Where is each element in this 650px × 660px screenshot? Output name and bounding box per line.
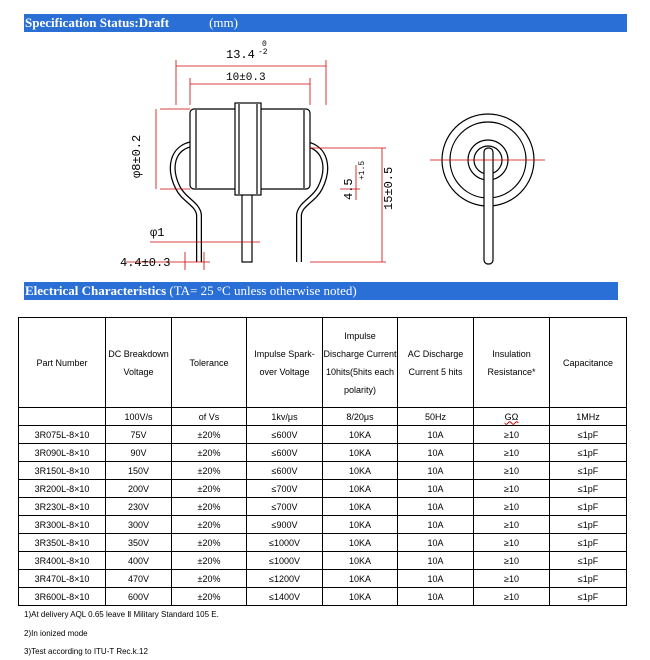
table-cell: ±20% <box>172 480 247 498</box>
header-capacitance: Capacitance <box>550 318 627 408</box>
table-cell: 10A <box>398 462 474 480</box>
header-insulation: Insulation Resistance* <box>474 318 550 408</box>
header-part-number: Part Number <box>19 318 106 408</box>
table-cell: 3R200L-8×10 <box>19 480 106 498</box>
dim-overall-length: 13.4 <box>226 48 255 62</box>
unit-cell: 50Hz <box>398 408 474 426</box>
table-cell: ≥10 <box>474 462 550 480</box>
table-cell: 10A <box>398 516 474 534</box>
table-row <box>19 552 627 570</box>
table-cell: ≤1pF <box>550 498 627 516</box>
table-cell: 10KA <box>323 534 398 552</box>
table-cell: 10A <box>398 534 474 552</box>
table-cell: ≥10 <box>474 552 550 570</box>
table-cell: ≤1200V <box>247 570 323 588</box>
dim-lead-spacing: 4.4±0.3 <box>120 256 171 270</box>
header-impulse-sparkover: Impulse Spark-over Voltage <box>247 318 323 408</box>
table-cell: 400V <box>106 552 172 570</box>
table-cell: 3R600L-8×10 <box>19 588 106 606</box>
table-cell: 3R075L-8×10 <box>19 426 106 444</box>
unit-cell: GΩ <box>474 408 550 426</box>
table-cell: ±20% <box>172 444 247 462</box>
table-cell: ≥10 <box>474 570 550 588</box>
dim-gap-tol: +1.5 <box>358 160 367 180</box>
electrical-title: Electrical Characteristics <box>25 283 167 298</box>
dim-diameter: φ8±0.2 <box>130 134 144 178</box>
table-cell: 10A <box>398 426 474 444</box>
table-row <box>19 480 627 498</box>
table-cell: ≤1pF <box>550 570 627 588</box>
table-cell: 3R300L-8×10 <box>19 516 106 534</box>
table-cell: ≤600V <box>247 426 323 444</box>
table-cell: 300V <box>106 516 172 534</box>
electrical-characteristics-banner <box>24 282 618 300</box>
table-cell: 75V <box>106 426 172 444</box>
dim-gap: 4.5 <box>342 178 356 200</box>
table-cell: ≤1400V <box>247 588 323 606</box>
table-cell: 3R150L-8×10 <box>19 462 106 480</box>
table-cell: 200V <box>106 480 172 498</box>
table-cell: 470V <box>106 570 172 588</box>
table-cell: ±20% <box>172 552 247 570</box>
table-cell: 3R400L-8×10 <box>19 552 106 570</box>
table-cell: 10A <box>398 480 474 498</box>
header-tolerance: Tolerance <box>172 318 247 408</box>
table-cell: 3R090L-8×10 <box>19 444 106 462</box>
table-cell: ±20% <box>172 588 247 606</box>
table-cell: 10KA <box>323 516 398 534</box>
unit-cell: 100V/s <box>106 408 172 426</box>
header-impulse-discharge: Impulse Discharge Current 10hits(5hits each polarity) <box>323 318 398 408</box>
table-cell: ≤600V <box>247 444 323 462</box>
table-row <box>19 426 627 444</box>
table-cell: ±20% <box>172 462 247 480</box>
table-cell: 10A <box>398 552 474 570</box>
table-row <box>19 516 627 534</box>
spec-status-title: Specification Status:Draft <box>25 15 170 30</box>
table-cell: ≤1pF <box>550 516 627 534</box>
spec-status-banner <box>24 14 627 32</box>
table-cell: ±20% <box>172 570 247 588</box>
table-cell: 90V <box>106 444 172 462</box>
table-cell: ≥10 <box>474 444 550 462</box>
unit-cell: 1kv/μs <box>247 408 323 426</box>
table-cell: 10KA <box>323 552 398 570</box>
dim-lead-diameter: φ1 <box>150 226 165 240</box>
table-cell: 3R350L-8×10 <box>19 534 106 552</box>
unit-cell: of Vs <box>172 408 247 426</box>
table-cell: 600V <box>106 588 172 606</box>
table-cell: 10KA <box>323 588 398 606</box>
table-cell: 10A <box>398 498 474 516</box>
table-cell: ≤1pF <box>550 444 627 462</box>
table-header-row <box>19 318 627 408</box>
table-cell: ±20% <box>172 498 247 516</box>
table-cell: ≤1pF <box>550 480 627 498</box>
table-cell: 230V <box>106 498 172 516</box>
table-cell: ≤1000V <box>247 552 323 570</box>
table-cell: ≥10 <box>474 516 550 534</box>
dim-body-length: 10±0.3 <box>226 72 266 84</box>
table-cell: ±20% <box>172 426 247 444</box>
table-cell: 10KA <box>323 462 398 480</box>
unit-cell: 1MHz <box>550 408 627 426</box>
table-cell: ≤900V <box>247 516 323 534</box>
table-row <box>19 462 627 480</box>
table-cell: 10A <box>398 444 474 462</box>
unit-cell <box>19 408 106 426</box>
table-cell: ≤1pF <box>550 426 627 444</box>
table-cell: 10KA <box>323 444 398 462</box>
note-3: 3)Test according to ITU-T Rec.k.12 <box>24 647 148 656</box>
table-cell: 10A <box>398 588 474 606</box>
electrical-characteristics-table <box>18 317 627 606</box>
table-cell: ≥10 <box>474 498 550 516</box>
table-cell: 10KA <box>323 498 398 516</box>
table-cell: ≤700V <box>247 480 323 498</box>
table-cell: ≤1pF <box>550 552 627 570</box>
dim-overall-tol: -2 <box>258 48 268 57</box>
unit-cell: 8/20μs <box>323 408 398 426</box>
table-cell: ≥10 <box>474 534 550 552</box>
unit-label: (mm) <box>209 15 238 30</box>
table-cell: 10KA <box>323 570 398 588</box>
table-cell: ≥10 <box>474 588 550 606</box>
table-cell: ≥10 <box>474 480 550 498</box>
table-row <box>19 444 627 462</box>
dim-overall-tol-plus: 0 <box>262 40 267 49</box>
table-cell: 150V <box>106 462 172 480</box>
table-cell: ≤1pF <box>550 462 627 480</box>
table-cell: 3R470L-8×10 <box>19 570 106 588</box>
table-row <box>19 570 627 588</box>
table-cell: 10KA <box>323 480 398 498</box>
table-cell: ≤1pF <box>550 534 627 552</box>
table-cell: 3R230L-8×10 <box>19 498 106 516</box>
table-cell: ≥10 <box>474 426 550 444</box>
table-unit-row <box>19 408 627 426</box>
dim-lead-length: 15±0.5 <box>382 166 396 210</box>
electrical-condition: (TA= 25 °C unless otherwise noted) <box>166 283 357 298</box>
table-row <box>19 534 627 552</box>
header-ac-discharge: AC Discharge Current 5 hits <box>398 318 474 408</box>
table-cell: ≤1pF <box>550 588 627 606</box>
note-2: 2)In ionized mode <box>24 629 88 638</box>
header-dc-breakdown: DC Breakdown Voltage <box>106 318 172 408</box>
table-row <box>19 498 627 516</box>
table-cell: ≤700V <box>247 498 323 516</box>
table-cell: ±20% <box>172 516 247 534</box>
table-cell: 10KA <box>323 426 398 444</box>
note-1: 1)At delivery AQL 0.65 leave Ⅱ Military Standard 105 E. <box>24 610 219 619</box>
table-cell: ±20% <box>172 534 247 552</box>
table-cell: ≤600V <box>247 462 323 480</box>
table-cell: ≤1000V <box>247 534 323 552</box>
table-row <box>19 588 627 606</box>
table-cell: 350V <box>106 534 172 552</box>
table-cell: 10A <box>398 570 474 588</box>
component-drawing <box>0 34 650 279</box>
